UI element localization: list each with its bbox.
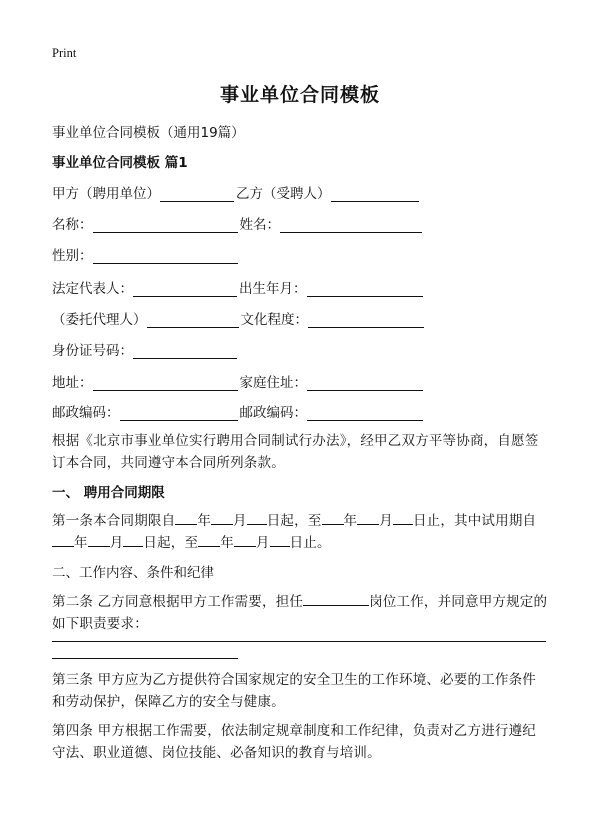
field-row-postcode (52, 401, 423, 421)
date-blank[interactable] (393, 510, 413, 525)
article-2 (52, 591, 548, 635)
date-blank[interactable] (52, 532, 74, 547)
party-b-label: 乙方（受聘人） (236, 186, 331, 202)
postcode-b-label: 邮政编码： (239, 405, 307, 421)
field-row-address (52, 371, 423, 391)
full-name-blank[interactable] (280, 218, 422, 233)
postcode-a-label: 邮政编码： (52, 405, 120, 421)
article-1-text: 年 (74, 535, 88, 551)
agent-label: （委托代理人） (52, 312, 147, 328)
date-blank[interactable] (322, 510, 344, 525)
full-name-label: 姓名： (239, 217, 280, 233)
article-1-text: 日起，至 (143, 535, 199, 551)
field-row-id (52, 339, 237, 359)
education-label: 文化程度： (240, 312, 308, 328)
date-blank[interactable] (247, 510, 267, 525)
date-blank[interactable] (123, 532, 143, 547)
intro-paragraph: 根据《北京市事业单位实行聘用合同制试行办法》，经甲乙双方平等协商，自愿签订本合同，共同遵守本合同所列条款。 (52, 433, 539, 471)
article-1-text: 月 (233, 513, 247, 529)
article-2-text: 第二条 乙方同意根据甲方工作需要，担任 (52, 594, 304, 610)
gender-label: 性别： (52, 248, 93, 264)
article-3: 第三条 甲方应为乙方提供符合国家规定的安全卫生的工作环境、必要的工作条件和劳动保护，保障乙方的安全与健康。 (52, 672, 536, 710)
id-number-blank[interactable] (133, 344, 237, 359)
date-blank[interactable] (234, 532, 256, 547)
article-1-text: 日起，至 (266, 513, 322, 529)
heading-contract-term: 一、 聘用合同期限 (52, 485, 165, 501)
article-1 (52, 510, 548, 554)
field-row-party (52, 182, 419, 202)
print-link[interactable]: Print (52, 46, 77, 60)
doc-subtitle: 事业单位合同模板（通用19篇） (52, 125, 245, 141)
page-title: 事业单位合同模板 (219, 84, 380, 106)
birth-blank[interactable] (307, 282, 423, 297)
legal-rep-blank[interactable] (133, 282, 237, 297)
field-row-legal-rep (52, 277, 423, 297)
address-blank[interactable] (93, 376, 238, 391)
agent-blank[interactable] (147, 313, 239, 328)
article-1-text: 月 (109, 535, 124, 551)
birth-label: 出生年月： (239, 281, 307, 297)
section-title: 事业单位合同模板 篇1 (52, 155, 188, 171)
article-1-text: 年 (197, 513, 212, 529)
article-1-text: 日止，其中试用期自 (412, 513, 537, 529)
date-blank[interactable] (357, 510, 379, 525)
legal-rep-label: 法定代表人： (52, 281, 133, 297)
education-blank[interactable] (308, 313, 424, 328)
date-blank[interactable] (88, 532, 110, 547)
name-label: 名称： (52, 217, 93, 233)
date-blank[interactable] (270, 532, 290, 547)
home-address-blank[interactable] (307, 376, 423, 391)
date-blank[interactable] (198, 532, 220, 547)
field-row-gender (52, 244, 238, 264)
article-4: 第四条 甲方根据工作需要，依法制定规章制度和工作纪律，负责对乙方进行遵纪守法、职业道德、岗位技能、必备知识的教育与培训。 (52, 723, 536, 761)
home-address-label: 家庭住址： (239, 375, 307, 391)
field-row-name (52, 213, 422, 233)
article-1-text: 日止。 (289, 535, 331, 551)
party-a-blank[interactable] (160, 187, 234, 202)
article-2-text: 岗位工作，并同意甲方规定的如下职责要求： (52, 594, 548, 632)
heading-work-content: 二、工作内容、条件和纪律 (52, 565, 214, 581)
address-label: 地址： (52, 375, 93, 391)
article-1-text: 年 (343, 513, 358, 529)
postcode-b-blank[interactable] (307, 406, 423, 421)
duty-blank-line[interactable] (52, 658, 238, 659)
gender-blank[interactable] (93, 249, 238, 264)
article-1-text: 月 (255, 535, 270, 551)
id-number-label: 身份证号码： (52, 343, 133, 359)
article-1-text: 年 (220, 535, 234, 551)
date-blank[interactable] (211, 510, 233, 525)
name-blank[interactable] (93, 218, 238, 233)
article-1-text: 第一条本合同期限自 (52, 513, 176, 529)
field-row-agent (52, 308, 424, 328)
party-b-blank[interactable] (331, 187, 419, 202)
position-blank[interactable] (303, 591, 369, 606)
party-a-label: 甲方（聘用单位） (52, 186, 160, 202)
article-1-text: 月 (379, 513, 393, 529)
date-blank[interactable] (175, 510, 197, 525)
postcode-a-blank[interactable] (120, 406, 238, 421)
duty-blank-line[interactable] (52, 641, 546, 642)
